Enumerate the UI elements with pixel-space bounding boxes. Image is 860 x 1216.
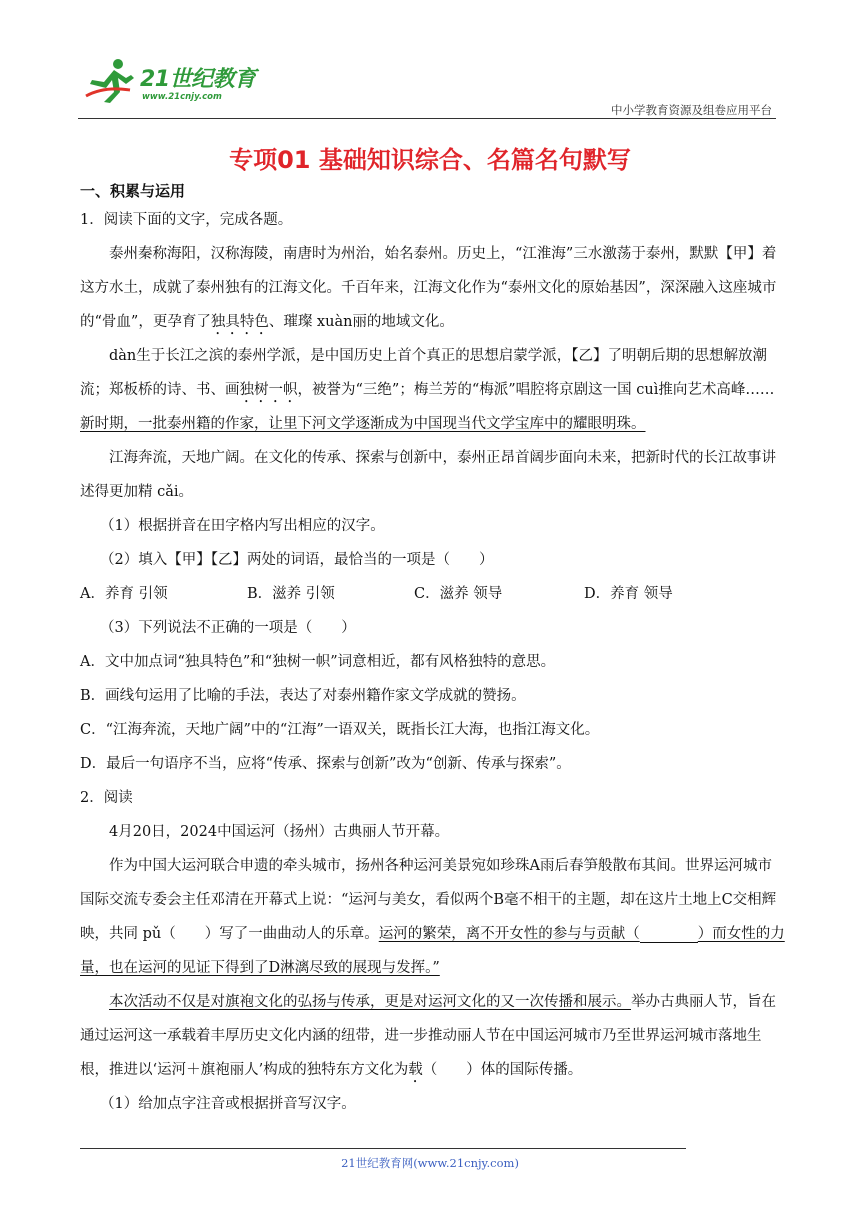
q2-paragraph-2: 作为中国大运河联合申遗的牵头城市，扬州各种运河美景宛如珍珠A雨后春笋般散布其间。世界运河城市国际交流专委会主任邓清在开幕式上说：“运河与美女，看似两个B毫不相干的主题，却在这片土地上C交相辉映，共同 pǔ（ ）写了一曲曲动人的乐章。运河的繁荣，离不开女性的参与与贡献（ ）而女性的力量，也在运河的见证下得到了D淋漓尽致的展现与发挥。” — [80, 858, 785, 976]
option-c: C．滋养 领导 — [414, 586, 503, 602]
q1-sub-3-option-a: A．文中加点词“独具特色”和“独树一帜”词意相近，都有风格独特的意思。 — [80, 654, 556, 670]
q1-stem: 1．阅读下面的文字，完成各题。 — [80, 212, 293, 228]
underlined-sentence: 运河的繁荣，离不开女性的参与与贡献（ — [378, 926, 640, 942]
underlined-sentence: 本次活动不仅是对旗袍文化的弘扬与传承，更是对运河文化的又一次传播和展示。 — [109, 994, 631, 1010]
q1-sub-3-option-c: C．“江海奔流，天地广阔”中的“江海”一语双关，既指长江大海，也指江海文化。 — [80, 722, 600, 738]
footer-divider — [80, 1148, 686, 1149]
page-title: 专项01 基础知识综合、名篇名句默写 — [229, 146, 631, 174]
q2-stem: 2．阅读 — [80, 790, 133, 806]
q1-paragraph-2: dàn生于长江之滨的泰州学派，是中国历史上首个真正的思想启蒙学派，【乙】了明朝后期的思想解放潮流；郑板桥的诗、书、画独树一帜，被誉为“三绝”；梅兰芳的“梅派”唱腔将京剧这一国 cuì推向艺术高峰……新时期，一批泰州籍的作家，让里下河文学逐渐成为中国现当代文学宝库中的耀眼明珠。 — [80, 348, 775, 432]
dotted-word: 载 — [408, 1062, 423, 1078]
answer-blank — [640, 926, 698, 943]
runner-logo-icon — [84, 56, 142, 104]
document-body — [80, 203, 786, 1121]
q1-sub-1: （1）根据拼音在田字格内写出相应的汉字。 — [100, 518, 385, 534]
q1-sub-3-option-d: D．最后一句语序不当，应将“传承、探索与创新”改为“创新、传承与探索”。 — [80, 756, 571, 772]
header-divider — [78, 118, 776, 119]
page-header — [78, 48, 776, 120]
option-d: D．养育 领导 — [584, 586, 673, 602]
dotted-word: 独树一帜 — [239, 382, 298, 398]
underlined-sentence: ）而女性的力量，也在运河的见证下得到了D淋漓尽致的展现与发挥。” — [80, 926, 785, 976]
q2-paragraph-3: 本次活动不仅是对旗袍文化的弘扬与传承，更是对运河文化的又一次传播和展示。举办古典丽人节，旨在通过运河这一承载着丰厚历史文化内涵的纽带，进一步推动丽人节在中国运河城市乃至世界运河城市落地生根，推进以‘运河＋旗袍丽人’构成的独特东方文化为载（ ）体的国际传播。 — [80, 994, 776, 1078]
q1-paragraph-3: 江海奔流，天地广阔。在文化的传承、探索与创新中，泰州正昂首阔步面向未来，把新时代的长江故事讲述得更加精 cǎi。 — [80, 450, 776, 500]
q1-sub-3-option-b: B．画线句运用了比喻的手法，表达了对泰州籍作家文学成就的赞扬。 — [80, 688, 526, 704]
underlined-sentence: 新时期，一批泰州籍的作家，让里下河文学逐渐成为中国现当代文学宝库中的耀眼明珠。 — [80, 416, 646, 432]
q1-sub-3: （3）下列说法不正确的一项是（ ） — [100, 620, 356, 636]
platform-name: 中小学教育资源及组卷应用平台 — [611, 103, 772, 117]
footer-text: 21世纪教育网(www.21cnjy.com) — [341, 1156, 519, 1170]
q1-sub-2: （2）填入【甲】【乙】两处的词语，最恰当的一项是（ ） — [100, 552, 494, 568]
logo-text: 21世纪教育 — [140, 67, 256, 92]
q2-paragraph-1: 4月20日，2024中国运河（扬州）古典丽人节开幕。 — [109, 824, 450, 840]
option-b: B．滋养 引领 — [247, 586, 335, 602]
dotted-word: 独具特色 — [210, 314, 269, 330]
logo — [84, 56, 284, 112]
option-a: A．养育 引领 — [80, 586, 168, 602]
q1-sub-2-options — [80, 577, 786, 611]
logo-url: www.21cnjy.com — [142, 92, 222, 102]
section-heading: 一、积累与运用 — [80, 182, 186, 200]
q1-paragraph-1: 泰州秦称海阳，汉称海陵，南唐时为州治，始名泰州。历史上，“江淮海”三水激荡于泰州，默默【甲】着这方水土，成就了泰州独有的江海文化。千百年来，江海文化作为“泰州文化的原始基因”，深深融入这座城市的“骨血”，更孕育了独具特色、璀璨 xuàn丽的地域文化。 — [80, 246, 777, 330]
q2-sub-1: （1）给加点字注音或根据拼音写汉字。 — [100, 1096, 356, 1112]
